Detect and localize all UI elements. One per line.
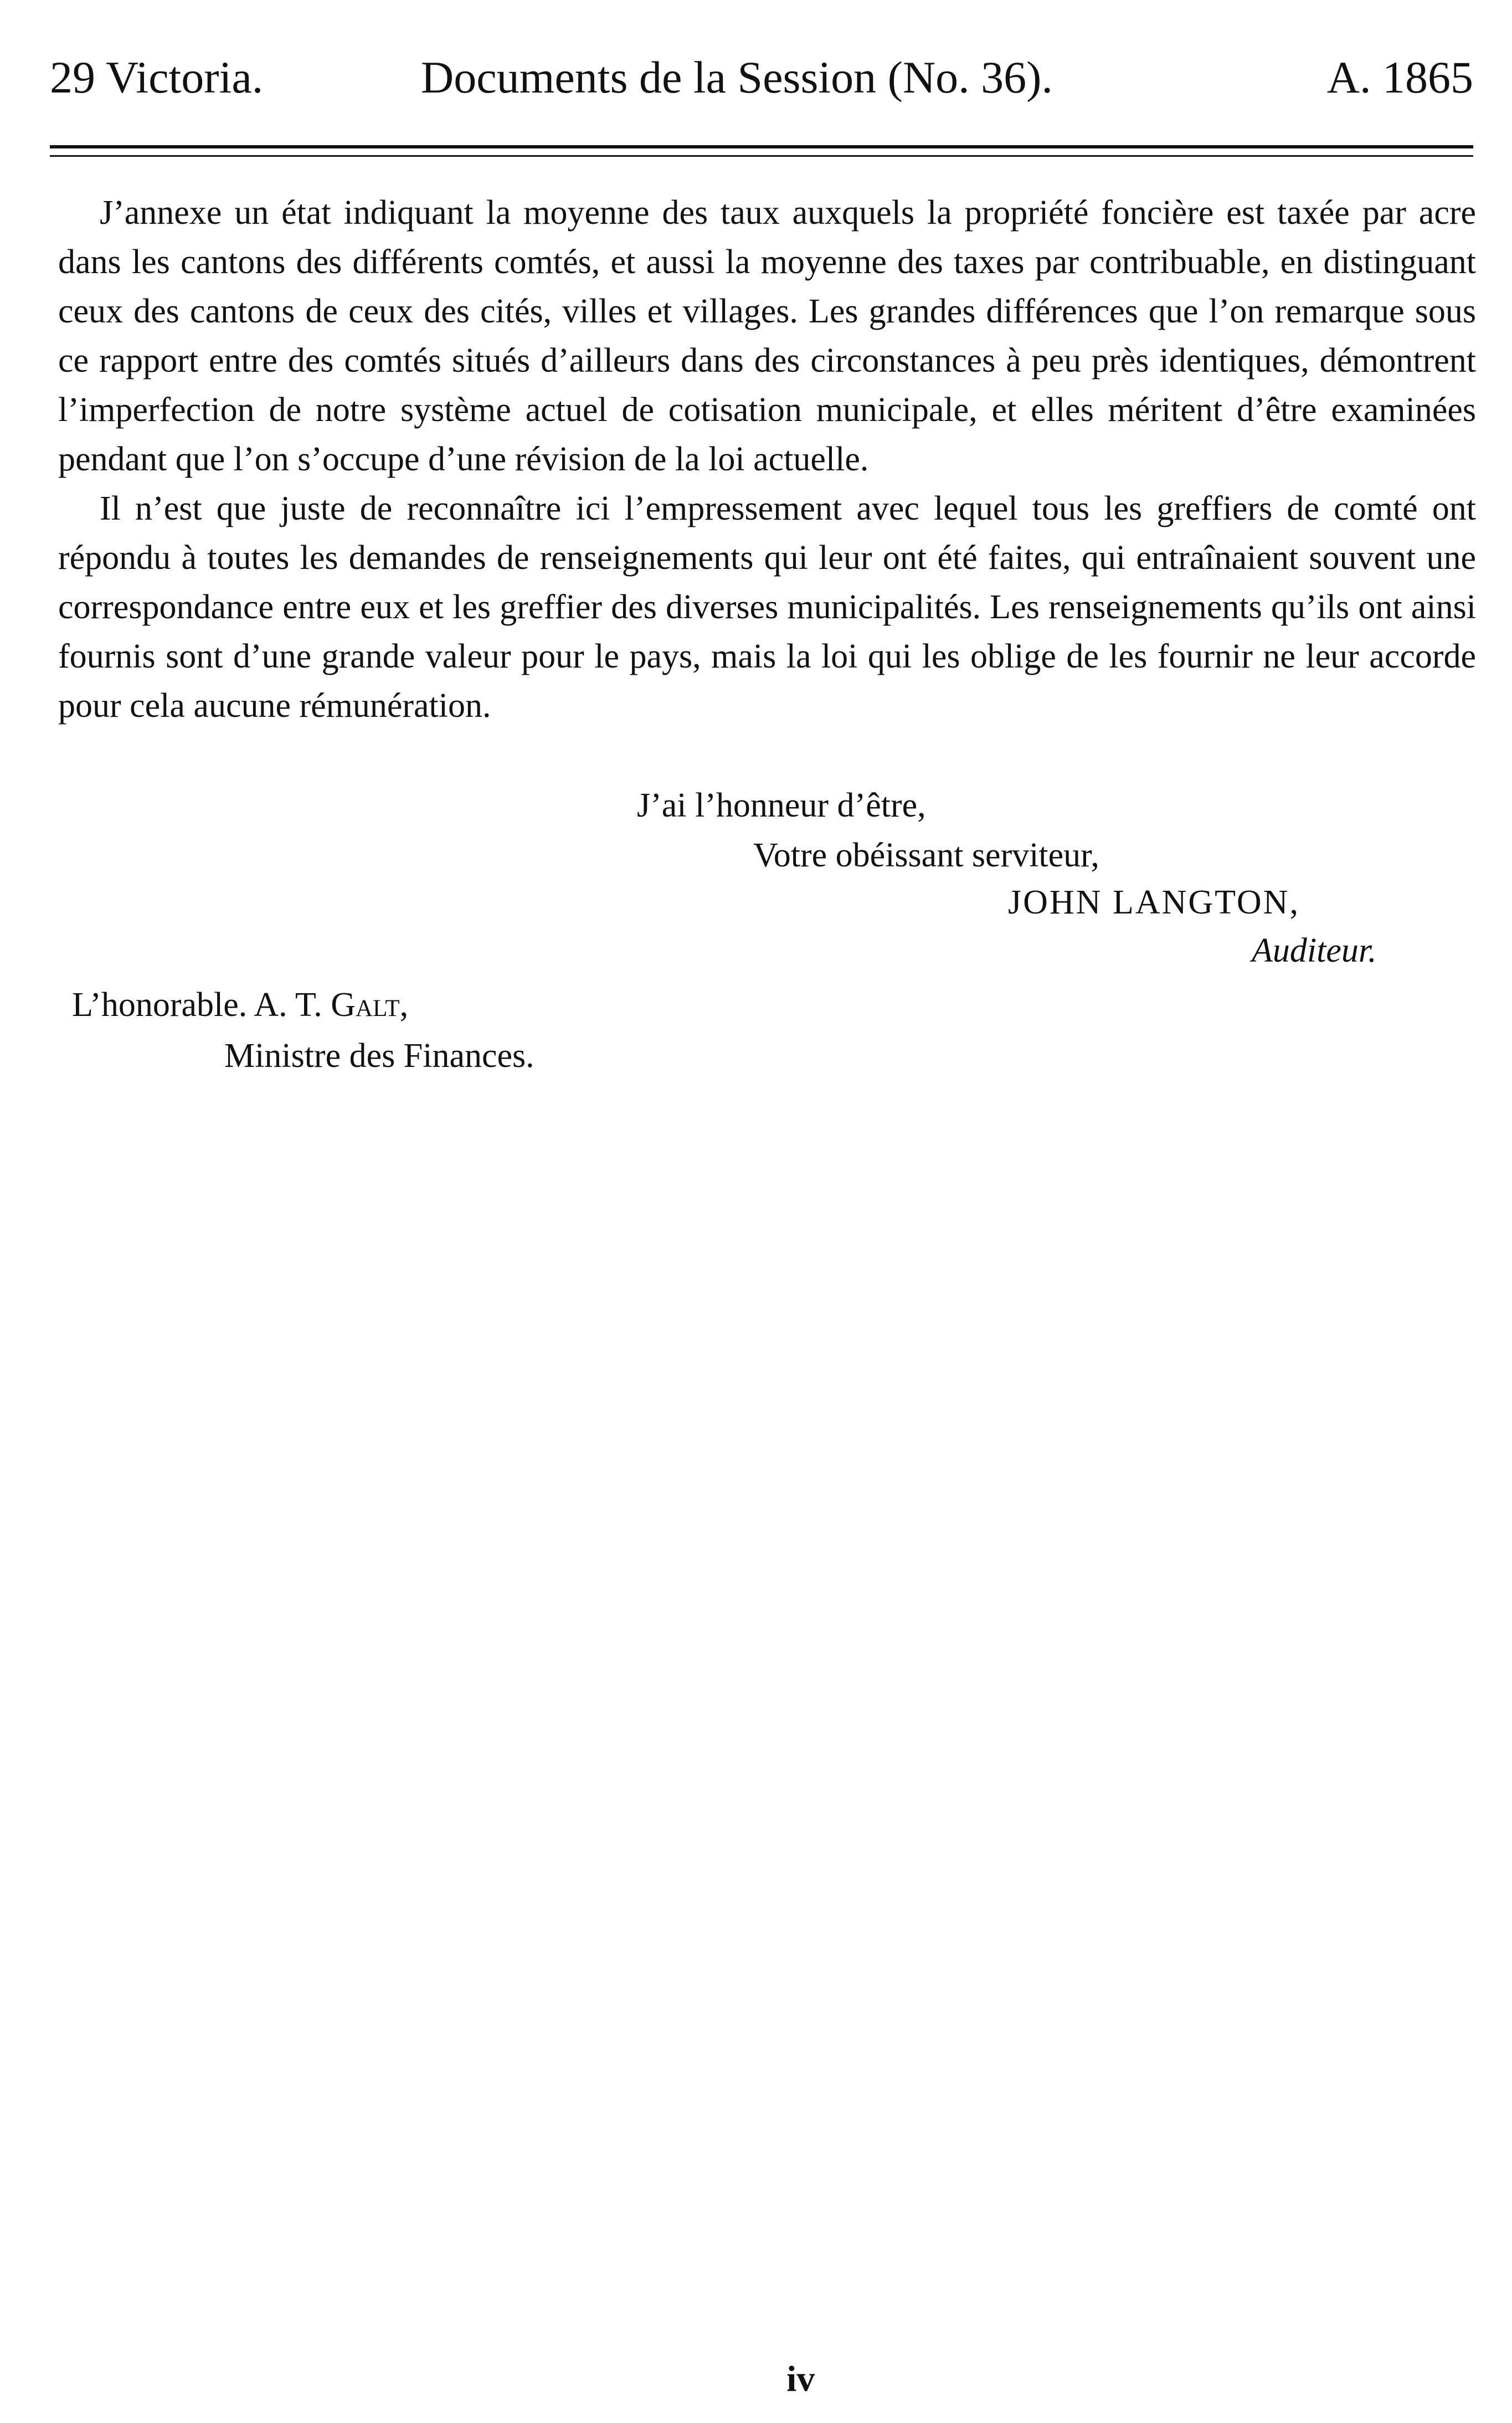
closing-salutation: J’ai l’honneur d’être, — [637, 787, 926, 824]
addressee-name: Galt, — [331, 986, 409, 1024]
header-rule-thick — [50, 145, 1473, 148]
signature-title: Auditeur. — [1252, 932, 1377, 969]
signature-name: JOHN LANGTON, — [1008, 884, 1300, 921]
closing-servant: Votre obéissant serviteur, — [753, 836, 1099, 874]
header-year: A. 1865 — [1326, 52, 1473, 102]
addressee-line — [72, 981, 408, 1030]
paragraph-2: Il n’est que juste de reconnaître ici l’empressement avec lequel tous les greffiers de comté ont répondu à toutes les demandes de renseignements qui leur ont été faites, qui entraînaient souvent une correspondance entre eux et les greffier des diverses municipalités. Les renseignements qu’ils ont ainsi fournis sont d’une grande valeur pour le pays, mais la loi qui les oblige de les fournir ne leur accorde pour cela aucune rémunération. — [58, 490, 1476, 725]
running-header — [50, 44, 1473, 111]
header-rule-thin — [50, 155, 1473, 157]
header-document-title: Documents de la Session (No. 36). — [421, 52, 1053, 102]
page-number: iv — [786, 2359, 815, 2399]
letter-body — [58, 188, 1476, 731]
addressee-prefix: L’honorable. A. T. — [72, 986, 331, 1024]
paragraph-1: J’annexe un état indiquant la moyenne des taux auxquels la propriété foncière est taxée par acre dans les cantons des différents comtés, et aussi la moyenne des taxes par contribuable, en distinguant ceux des cantons de ceux des cités, villes et villages. Les grandes différences que l’on remarque sous ce rapport entre des comtés situés d’ailleurs dans des circonstances à peu près identiques, démontrent l’imperfection de notre système actuel de cotisation municipale, et elles méritent d’être examinées pendant que l’on s’occupe d’une révision de la loi actuelle. — [58, 194, 1476, 478]
header-session-year: 29 Victoria. — [50, 52, 264, 102]
addressee-title: Ministre des Finances. — [224, 1037, 534, 1075]
